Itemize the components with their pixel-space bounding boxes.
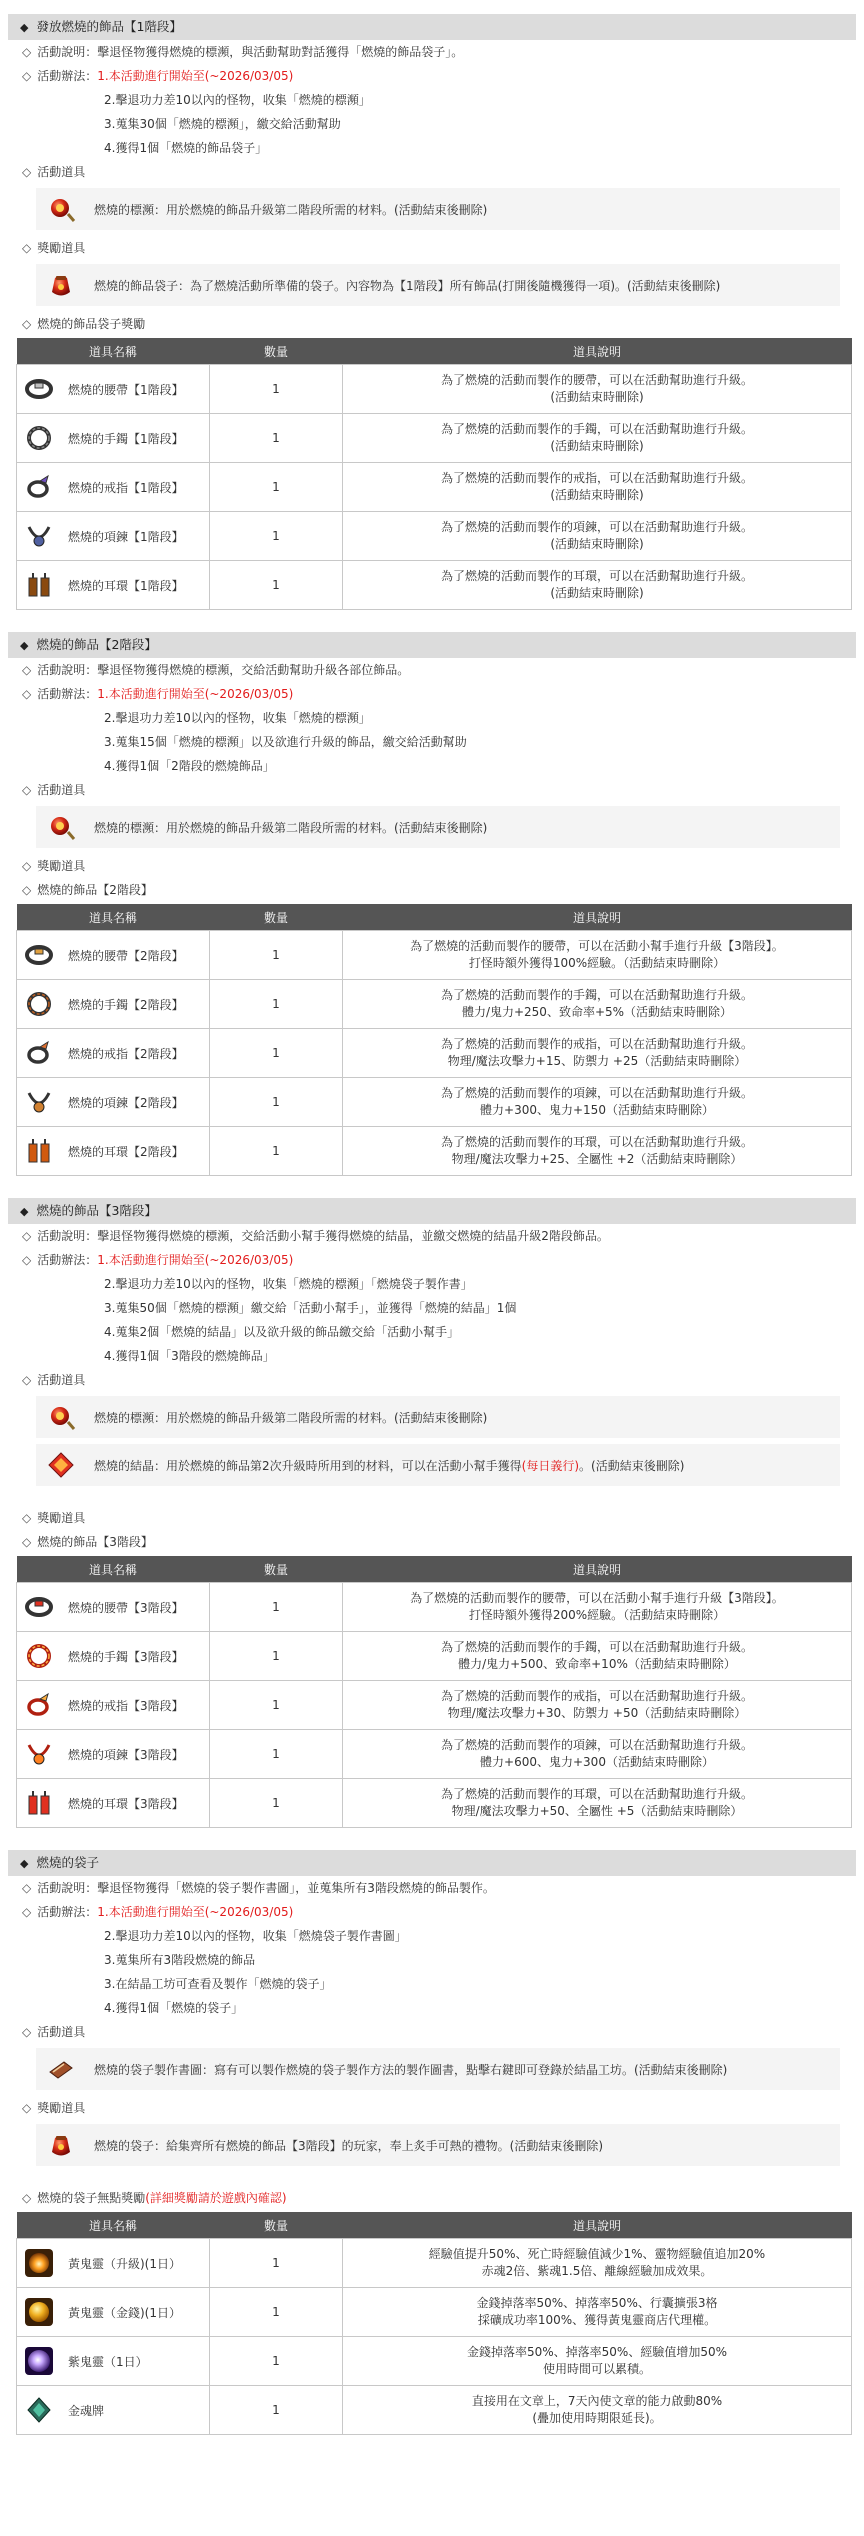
item-qty: 1	[210, 1583, 343, 1632]
table-heading	[8, 1530, 856, 1554]
item-desc	[343, 1127, 852, 1176]
col-header-desc: 道具說明	[343, 338, 852, 365]
diamond-bullet-icon: ◇	[22, 1535, 32, 1549]
item-desc	[343, 1078, 852, 1127]
explain-text: 活動說明：擊退怪物獲得燃燒的標瀕，交給活動幫助升級各部位飾品。	[37, 663, 410, 677]
table-heading	[8, 2186, 856, 2210]
tools-heading	[8, 160, 856, 184]
desc-line1: 為了燃燒的活動而製作的耳環，可以在活動幫助進行升級。	[440, 569, 753, 583]
reward-heading	[8, 854, 856, 878]
reward-heading	[8, 2096, 856, 2120]
section-title: 發放燃燒的飾品【1階段】	[36, 19, 182, 34]
step-line: 2.擊退功力差10以內的怪物，收集「燃燒袋子製作書圖」	[104, 1929, 407, 1943]
explain-line	[8, 658, 856, 682]
table-row	[17, 2239, 852, 2288]
col-header-qty: 數量	[210, 1556, 343, 1583]
desc-line2: 打怪時額外獲得100%經驗。（活動結束時刪除）	[468, 956, 726, 970]
desc-line2: 打怪時額外獲得200%經驗。（活動結束時刪除）	[468, 1608, 726, 1622]
desc-line1: 為了燃燒的活動而製作的耳環，可以在活動幫助進行升級。	[440, 1787, 753, 1801]
tool-item	[36, 806, 840, 848]
desc-line1: 金錢掉落率50%、掉落率50%、經驗值增加50%	[466, 2345, 728, 2359]
step-line: 4.獲得1個「燃燒的飾品袋子」	[104, 141, 268, 155]
table-row	[17, 365, 852, 414]
method-line	[8, 682, 856, 706]
earring-icon	[24, 1788, 54, 1818]
table-row	[17, 1583, 852, 1632]
item-name: 燃燒的耳環【1階段】	[68, 578, 184, 593]
diamond-bullet-icon: ◇	[22, 859, 32, 873]
step-line: 3.在結晶工坊可查看及製作「燃燒的袋子」	[104, 1977, 332, 1991]
item-name: 燃燒的腰帶【3階段】	[68, 1600, 184, 1615]
diamond-bullet-icon: ◇	[22, 1229, 32, 1243]
diamond-bullet-icon: ◇	[22, 687, 32, 701]
bracelet-icon	[24, 989, 54, 1019]
table-row	[17, 2386, 852, 2435]
tools-label: 活動道具	[37, 1373, 86, 1387]
ring-icon	[24, 1690, 54, 1720]
crystal-icon	[46, 1450, 76, 1480]
item-desc	[343, 1583, 852, 1632]
table-row	[17, 1730, 852, 1779]
explain-text: 活動說明：擊退怪物獲得燃燒的標瀕，交給活動小幫手獲得燃燒的結晶，並繳交燃燒的結晶升級2階段飾品。	[37, 1229, 609, 1243]
ring-icon	[24, 472, 54, 502]
diamond-bullet-icon: ◇	[22, 45, 32, 59]
earring-icon	[24, 1136, 54, 1166]
tools-heading	[8, 1368, 856, 1392]
table-label: 燃燒的飾品袋子獎勵	[37, 317, 146, 331]
recipe-book-icon	[46, 2054, 76, 2084]
step-line: 4.蒐集2個「燃燒的結晶」以及欲升級的飾品繳交給「活動小幫手」	[104, 1325, 460, 1339]
explain-line	[8, 1224, 856, 1248]
table-row	[17, 931, 852, 980]
reward-table	[16, 2212, 852, 2435]
col-header-name: 道具名稱	[17, 338, 210, 365]
item-name: 燃燒的手鐲【2階段】	[68, 997, 184, 1012]
desc-line2: (活動結束時刪除)	[550, 439, 644, 453]
item-name: 燃燒的腰帶【2階段】	[68, 948, 184, 963]
item-desc	[343, 561, 852, 610]
item-name: 金魂牌	[68, 2403, 105, 2418]
table-label: 燃燒的袋子無點獎勵	[37, 2191, 146, 2205]
desc-line2: 物理/魔法攻擊力+50、全屬性 +5（活動結束時刪除）	[451, 1804, 743, 1818]
desc-line1: 為了燃燒的活動而製作的項鍊，可以在活動幫助進行升級。	[440, 1086, 753, 1100]
belt-icon	[24, 374, 54, 404]
method-period: 1.本活動進行開始至(~2026/03/05)	[97, 1905, 294, 1919]
item-name: 黃鬼靈（金錢)(1日）	[68, 2305, 181, 2320]
diamond-bullet-icon: ◇	[22, 1511, 32, 1525]
item-qty: 1	[210, 1730, 343, 1779]
diamond-icon: ◆	[20, 639, 29, 652]
table-row	[17, 980, 852, 1029]
reward-table	[16, 904, 852, 1176]
diamond-icon: ◆	[20, 21, 29, 34]
desc-line1: 為了燃燒的活動而製作的手鐲，可以在活動幫助進行升級。	[440, 988, 753, 1002]
desc-line1: 為了燃燒的活動而製作的耳環，可以在活動幫助進行升級。	[440, 1135, 753, 1149]
reward-item	[36, 2124, 840, 2166]
item-desc	[343, 463, 852, 512]
diamond-bullet-icon: ◇	[22, 883, 32, 897]
item-name: 燃燒的項鍊【3階段】	[68, 1747, 184, 1762]
item-name: 紫鬼靈（1日）	[68, 2354, 148, 2369]
item-qty: 1	[210, 1632, 343, 1681]
desc-line2: 採礦成功率100%、獲得黃鬼靈商店代理權。	[477, 2313, 717, 2327]
table-row	[17, 463, 852, 512]
section-header	[8, 1850, 856, 1876]
tools-label: 活動道具	[37, 2025, 86, 2039]
desc-line2: (活動結束時刪除)	[550, 488, 644, 502]
section-title: 燃燒的飾品【2階段】	[36, 637, 157, 652]
diamond-bullet-icon: ◇	[22, 69, 32, 83]
pouch-icon	[46, 2130, 76, 2160]
item-name: 燃燒的戒指【3階段】	[68, 1698, 184, 1713]
item-desc	[343, 1730, 852, 1779]
table-row	[17, 1681, 852, 1730]
col-header-desc: 道具說明	[343, 904, 852, 931]
desc-line2: (活動結束時刪除)	[550, 390, 644, 404]
pouch-icon	[46, 270, 76, 300]
reward-item	[36, 264, 840, 306]
section-header	[8, 632, 856, 658]
belt-icon	[24, 940, 54, 970]
item-qty: 1	[210, 2337, 343, 2386]
reward-label: 獎勵道具	[37, 241, 86, 255]
desc-line2: (疊加使用時期限延長)。	[532, 2411, 662, 2425]
item-desc	[343, 2288, 852, 2337]
tool-desc-text: 燃燒的結晶：用於燃燒的飾品第2次升級時所用到的材料，可以在活動小幫手獲得	[94, 1458, 522, 1473]
step-line: 3.蒐集50個「燃燒的標瀕」繳交給「活動小幫手」，並獲得「燃燒的結晶」1個	[104, 1301, 517, 1315]
diamond-bullet-icon: ◇	[22, 2191, 32, 2205]
reward-heading	[8, 236, 856, 260]
desc-line1: 為了燃燒的活動而製作的項鍊，可以在活動幫助進行升級。	[440, 520, 753, 534]
explain-line	[8, 40, 856, 64]
table-row	[17, 1779, 852, 1828]
diamond-icon: ◆	[20, 1205, 29, 1218]
reward-heading	[8, 1506, 856, 1530]
item-desc	[343, 2337, 852, 2386]
step-line: 3.蒐集所有3階段燃燒的飾品	[104, 1953, 256, 1967]
tool-description	[94, 1457, 684, 1474]
table-row	[17, 1078, 852, 1127]
desc-line1: 直接用在文章上，7天內使文章的能力啟動80%	[471, 2394, 723, 2408]
step-line: 2.擊退功力差10以內的怪物，收集「燃燒的標瀕」	[104, 711, 371, 725]
step-line: 4.獲得1個「2階段的燃燒飾品」	[104, 759, 275, 773]
item-qty: 1	[210, 561, 343, 610]
item-desc	[343, 931, 852, 980]
desc-line2: 物理/魔法攻擊力+15、防禦力 +25（活動結束時刪除）	[447, 1054, 747, 1068]
col-header-qty: 數量	[210, 2212, 343, 2239]
desc-line2: 體力+600、鬼力+300（活動結束時刪除）	[480, 1755, 714, 1769]
tool-description: 燃燒的標瀕：用於燃燒的飾品升級第二階段所需的材料。(活動結束後刪除)	[94, 202, 488, 217]
diamond-bullet-icon: ◇	[22, 1881, 32, 1895]
item-desc	[343, 980, 852, 1029]
tools-label: 活動道具	[37, 783, 86, 797]
item-qty: 1	[210, 2239, 343, 2288]
table-row	[17, 1029, 852, 1078]
table-row	[17, 2288, 852, 2337]
item-name: 燃燒的腰帶【1階段】	[68, 382, 184, 397]
tool-description: 燃燒的標瀕：用於燃燒的飾品升級第二階段所需的材料。(活動結束後刪除)	[94, 1410, 488, 1425]
detail-note: (詳細獎勵請於遊戲內確認)	[145, 2191, 287, 2205]
explain-line	[8, 1876, 856, 1900]
method-label: 活動辦法：	[37, 687, 98, 701]
item-qty: 1	[210, 463, 343, 512]
item-qty: 1	[210, 414, 343, 463]
method-period: 1.本活動進行開始至(~2026/03/05)	[97, 687, 294, 701]
item-qty: 1	[210, 512, 343, 561]
item-qty: 1	[210, 365, 343, 414]
tools-heading	[8, 778, 856, 802]
reward-table	[16, 1556, 852, 1828]
step-line: 3.蒐集30個「燃燒的標瀕」，繳交給活動幫助	[104, 117, 341, 131]
table-row	[17, 1127, 852, 1176]
desc-line2: 物理/魔法攻擊力+25、全屬性 +2（活動結束時刪除）	[451, 1152, 743, 1166]
reward-description: 燃燒的袋子：給集齊所有燃燒的飾品【3階段】的玩家，奉上炙手可熱的禮物。(活動結束後刪除)	[94, 2138, 604, 2153]
item-qty: 1	[210, 2288, 343, 2337]
earring-icon	[24, 570, 54, 600]
item-qty: 1	[210, 1127, 343, 1176]
desc-line2: 體力+300、鬼力+150（活動結束時刪除）	[480, 1103, 714, 1117]
desc-line1: 經驗值提升50%、死亡時經驗值減少1%、靈物經驗值追加20%	[428, 2247, 766, 2261]
diamond-bullet-icon: ◇	[22, 165, 32, 179]
item-name: 燃燒的手鐲【3階段】	[68, 1649, 184, 1664]
item-desc	[343, 512, 852, 561]
item-desc	[343, 1681, 852, 1730]
diamond-bullet-icon: ◇	[22, 2025, 32, 2039]
gold-tablet-icon	[24, 2395, 54, 2425]
item-name: 燃燒的戒指【1階段】	[68, 480, 184, 495]
item-desc	[343, 1029, 852, 1078]
table-heading	[8, 312, 856, 336]
desc-line1: 為了燃燒的活動而製作的腰帶，可以在活動小幫手進行升級【3階段】。	[410, 1591, 784, 1605]
item-name: 燃燒的戒指【2階段】	[68, 1046, 184, 1061]
tool-item	[36, 2048, 840, 2090]
table-heading	[8, 878, 856, 902]
tool-description: 燃燒的標瀕：用於燃燒的飾品升級第二階段所需的材料。(活動結束後刪除)	[94, 820, 488, 835]
section-title: 燃燒的袋子	[36, 1855, 99, 1870]
purple-spirit-icon	[24, 2346, 54, 2376]
belt-icon	[24, 1592, 54, 1622]
col-header-name: 道具名稱	[17, 904, 210, 931]
bracelet-icon	[24, 423, 54, 453]
col-header-qty: 數量	[210, 904, 343, 931]
reward-label: 獎勵道具	[37, 2101, 86, 2115]
item-qty: 1	[210, 1029, 343, 1078]
col-header-name: 道具名稱	[17, 1556, 210, 1583]
step-line: 2.擊退功力差10以內的怪物，收集「燃燒的標瀕」「燃燒袋子製作書」	[104, 1277, 473, 1291]
step-line: 2.擊退功力差10以內的怪物，收集「燃燒的標瀕」	[104, 93, 371, 107]
desc-line2: 赤魂2倍、紫魂1.5倍、離線經驗加成效果。	[481, 2264, 713, 2278]
burning-emblem-icon	[46, 1402, 76, 1432]
section-title: 燃燒的飾品【3階段】	[36, 1203, 157, 1218]
method-line	[8, 1900, 856, 1924]
item-qty: 1	[210, 1681, 343, 1730]
ring-icon	[24, 1038, 54, 1068]
item-desc	[343, 365, 852, 414]
method-label: 活動辦法：	[37, 1905, 98, 1919]
method-label: 活動辦法：	[37, 1253, 98, 1267]
table-label: 燃燒的飾品【2階段】	[37, 883, 153, 897]
item-name: 燃燒的項鍊【1階段】	[68, 529, 184, 544]
item-name: 黃鬼靈（升級)(1日）	[68, 2256, 181, 2271]
item-desc	[343, 2386, 852, 2435]
necklace-icon	[24, 521, 54, 551]
table-row	[17, 414, 852, 463]
table-row	[17, 2337, 852, 2386]
method-label: 活動辦法：	[37, 69, 98, 83]
method-line	[8, 1248, 856, 1272]
step-line: 4.獲得1個「燃燒的袋子」	[104, 2001, 244, 2015]
section-header	[8, 1198, 856, 1224]
tool-item	[36, 1444, 840, 1486]
desc-line1: 為了燃燒的活動而製作的戒指，可以在活動幫助進行升級。	[440, 1689, 753, 1703]
item-name: 燃燒的項鍊【2階段】	[68, 1095, 184, 1110]
col-header-qty: 數量	[210, 338, 343, 365]
method-line	[8, 64, 856, 88]
diamond-bullet-icon: ◇	[22, 783, 32, 797]
item-desc	[343, 1779, 852, 1828]
diamond-bullet-icon: ◇	[22, 317, 32, 331]
tool-item	[36, 188, 840, 230]
item-qty: 1	[210, 931, 343, 980]
desc-line1: 為了燃燒的活動而製作的項鍊，可以在活動幫助進行升級。	[440, 1738, 753, 1752]
reward-label: 獎勵道具	[37, 859, 86, 873]
explain-text: 活動說明：擊退怪物獲得燃燒的標瀕，與活動幫助對話獲得「燃燒的飾品袋子」。	[37, 45, 464, 59]
necklace-icon	[24, 1087, 54, 1117]
item-qty: 1	[210, 1779, 343, 1828]
col-header-desc: 道具說明	[343, 1556, 852, 1583]
step-line: 4.獲得1個「3階段的燃燒飾品」	[104, 1349, 275, 1363]
reward-label: 獎勵道具	[37, 1511, 86, 1525]
item-name: 燃燒的手鐲【1階段】	[68, 431, 184, 446]
item-qty: 1	[210, 980, 343, 1029]
burning-emblem-icon	[46, 194, 76, 224]
desc-line2: 物理/魔法攻擊力+30、防禦力 +50（活動結束時刪除）	[447, 1706, 747, 1720]
desc-line2: 使用時間可以累積。	[542, 2362, 651, 2376]
diamond-bullet-icon: ◇	[22, 1905, 32, 1919]
desc-line2: 體力/鬼力+500、致命率+10%（活動結束時刪除）	[458, 1657, 736, 1671]
necklace-icon	[24, 1739, 54, 1769]
daily-quest-note: (每日義行)	[521, 1458, 580, 1473]
desc-line2: (活動結束時刪除)	[550, 586, 644, 600]
step-line: 3.蒐集15個「燃燒的標瀕」以及欲進行升級的飾品，繳交給活動幫助	[104, 735, 467, 749]
yellow-spirit-gold-icon	[24, 2297, 54, 2327]
tool-item	[36, 1396, 840, 1438]
tools-heading	[8, 2020, 856, 2044]
diamond-bullet-icon: ◇	[22, 663, 32, 677]
item-desc	[343, 414, 852, 463]
col-header-name: 道具名稱	[17, 2212, 210, 2239]
desc-line1: 為了燃燒的活動而製作的手鐲，可以在活動幫助進行升級。	[440, 1640, 753, 1654]
diamond-bullet-icon: ◇	[22, 241, 32, 255]
diamond-bullet-icon: ◇	[22, 1253, 32, 1267]
reward-description: 燃燒的飾品袋子：為了燃燒活動所準備的袋子。內容物為【1階段】所有飾品(打開後隨機獲得一項)。(活動結束後刪除)	[94, 278, 721, 293]
burning-emblem-icon	[46, 812, 76, 842]
method-period: 1.本活動進行開始至(~2026/03/05)	[97, 69, 294, 83]
col-header-desc: 道具說明	[343, 2212, 852, 2239]
desc-line1: 為了燃燒的活動而製作的戒指，可以在活動幫助進行升級。	[440, 471, 753, 485]
bracelet-icon	[24, 1641, 54, 1671]
item-name: 燃燒的耳環【2階段】	[68, 1144, 184, 1159]
item-qty: 1	[210, 1078, 343, 1127]
method-period: 1.本活動進行開始至(~2026/03/05)	[97, 1253, 294, 1267]
diamond-bullet-icon: ◇	[22, 2101, 32, 2115]
desc-line1: 為了燃燒的活動而製作的戒指，可以在活動幫助進行升級。	[440, 1037, 753, 1051]
tool-desc-tail: 。(活動結束後刪除)	[579, 1458, 685, 1473]
desc-line1: 為了燃燒的活動而製作的腰帶，可以在活動幫助進行升級。	[440, 373, 753, 387]
table-label: 燃燒的飾品【3階段】	[37, 1535, 153, 1549]
table-row	[17, 561, 852, 610]
desc-line1: 為了燃燒的活動而製作的手鐲，可以在活動幫助進行升級。	[440, 422, 753, 436]
desc-line1: 金錢掉落率50%、掉落率50%、行囊擴張3格	[476, 2296, 718, 2310]
item-desc	[343, 1632, 852, 1681]
item-desc	[343, 2239, 852, 2288]
page-content	[8, 0, 856, 2435]
desc-line1: 為了燃燒的活動而製作的腰帶，可以在活動小幫手進行升級【3階段】。	[410, 939, 784, 953]
item-qty: 1	[210, 2386, 343, 2435]
item-name: 燃燒的耳環【3階段】	[68, 1796, 184, 1811]
desc-line2: 體力/鬼力+250、致命率+5%（活動結束時刪除）	[461, 1005, 733, 1019]
tools-label: 活動道具	[37, 165, 86, 179]
reward-table	[16, 338, 852, 610]
table-row	[17, 1632, 852, 1681]
diamond-bullet-icon: ◇	[22, 1373, 32, 1387]
table-row	[17, 512, 852, 561]
explain-text: 活動說明：擊退怪物獲得「燃燒的袋子製作書圖」，並蒐集所有3階段燃燒的飾品製作。	[37, 1881, 495, 1895]
desc-line2: (活動結束時刪除)	[550, 537, 644, 551]
diamond-icon: ◆	[20, 1857, 29, 1870]
tool-description: 燃燒的袋子製作書圖：寫有可以製作燃燒的袋子製作方法的製作圖書，點擊右鍵即可登錄於結晶工坊。(活動結束後刪除)	[94, 2062, 728, 2077]
yellow-spirit-icon	[24, 2248, 54, 2278]
section-header	[8, 14, 856, 40]
